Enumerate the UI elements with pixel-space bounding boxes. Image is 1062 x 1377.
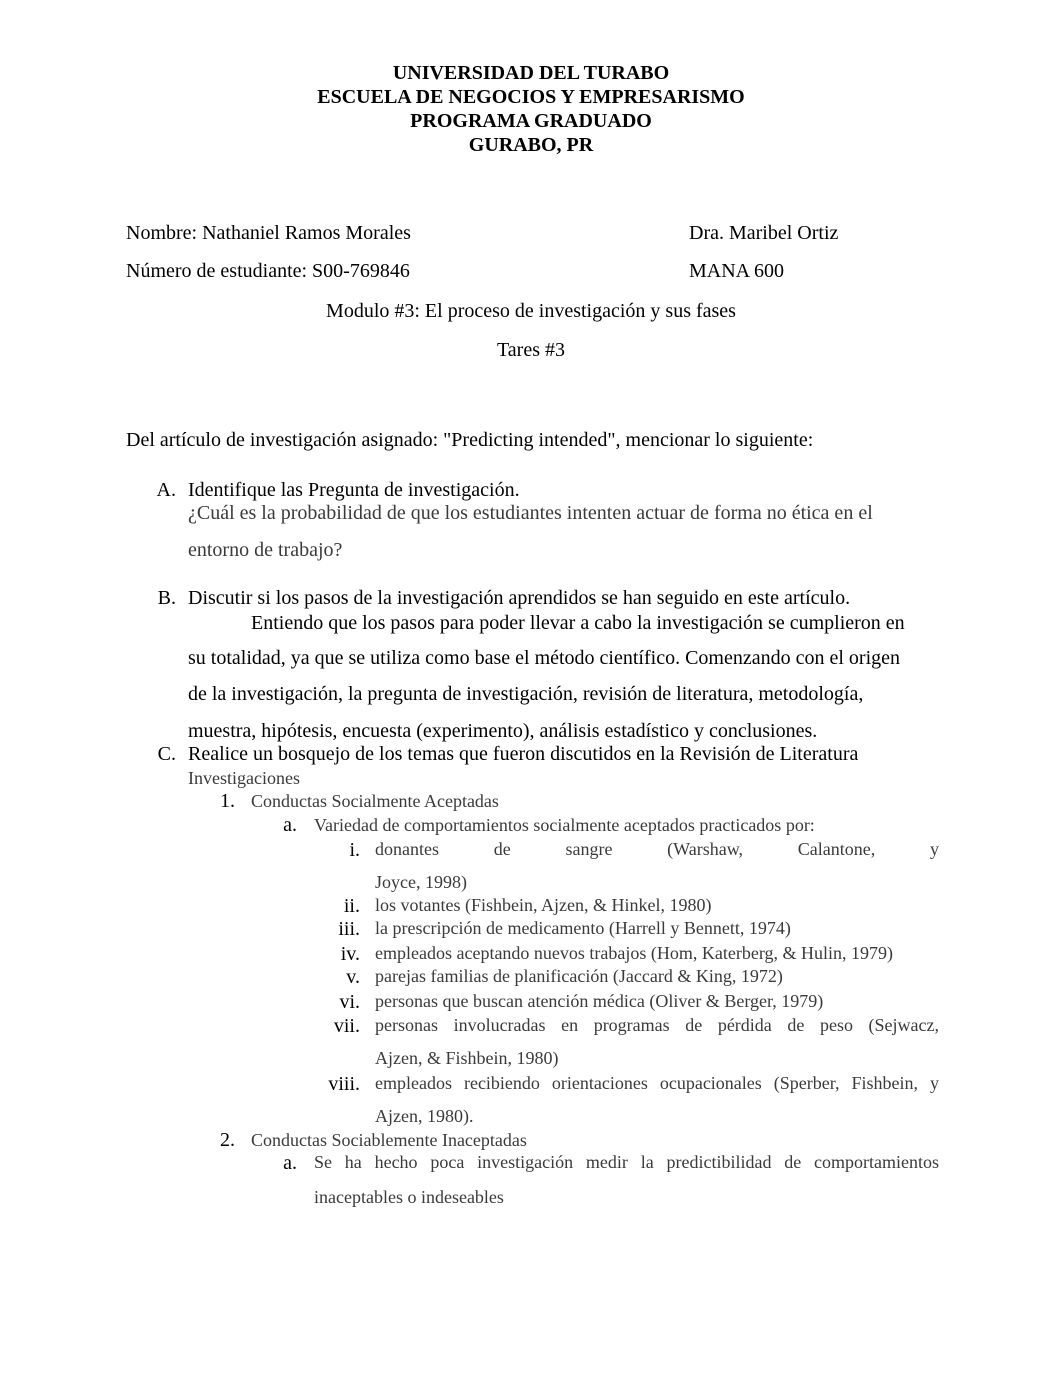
- roman-i-marker: i.: [349, 839, 360, 861]
- roman-iii-marker: iii.: [338, 918, 360, 940]
- student-name: Nombre: Nathaniel Ramos Morales: [126, 222, 411, 244]
- roman-vi-marker: vi.: [339, 991, 360, 1013]
- intro-text: Del artículo de investigación asignado: "Predicting intended", mencionar lo siguiente:: [126, 429, 814, 451]
- roman-vii-line1: personas involucradas en programas de pérdida de peso (Sejwacz,: [375, 1015, 939, 1035]
- roman-ii-marker: ii.: [343, 895, 360, 917]
- word: de: [493, 839, 511, 859]
- roman-i-line1: [375, 838, 939, 860]
- roman-iv-text: empleados aceptando nuevos trabajos (Hom, Katerberg, & Hulin, 1979): [375, 943, 894, 963]
- course-code: MANA 600: [689, 260, 785, 282]
- section-b-marker: B.: [157, 587, 176, 609]
- word: y: [929, 839, 939, 859]
- section-a-marker: A.: [156, 479, 176, 501]
- section-c-subtitle: Investigaciones: [188, 768, 300, 788]
- document-header: [0, 61, 1062, 157]
- section-b-line4: muestra, hipótesis, encuesta (experimento), análisis estadístico y conclusiones.: [188, 720, 818, 742]
- section-a-title: Identifique las Pregunta de investigación.: [188, 479, 520, 501]
- item-1-marker: 1.: [220, 790, 235, 812]
- roman-ii-text: los votantes (Fishbein, Ajzen, & Hinkel, 1980): [375, 895, 712, 915]
- student-number: Número de estudiante: S00-769846: [126, 260, 410, 282]
- item-1a-text: Variedad de comportamientos socialmente aceptados practicados por:: [314, 815, 815, 835]
- roman-vi-text: personas que buscan atención médica (Oliver & Berger, 1979): [375, 991, 824, 1011]
- item-1-label: Conductas Socialmente Aceptadas: [251, 791, 499, 811]
- word: sangre: [565, 839, 613, 859]
- roman-viii-line1: empleados recibiendo orientaciones ocupacionales (Sperber, Fishbein, y: [375, 1073, 939, 1093]
- section-b-line3: de la investigación, la pregunta de investigación, revisión de literatura, metodología,: [188, 683, 864, 705]
- word: (Warshaw,: [667, 839, 744, 859]
- professor-name: Dra. Maribel Ortiz: [689, 222, 839, 244]
- item-2a-line1: Se ha hecho poca investigación medir la predictibilidad de comportamientos: [314, 1152, 939, 1172]
- assignment-title: Tares #3: [496, 339, 566, 361]
- location: GURABO, PR: [468, 134, 594, 156]
- item-2a-marker: a.: [283, 1152, 297, 1174]
- roman-vii-line2: Ajzen, & Fishbein, 1980): [375, 1048, 559, 1068]
- section-b-line2: su totalidad, ya que se utiliza como base el método científico. Comenzando con el origen: [188, 647, 901, 669]
- roman-viii-marker: viii.: [328, 1073, 360, 1095]
- roman-v-marker: v.: [346, 966, 360, 988]
- item-2-label: Conductas Sociablemente Inaceptadas: [251, 1130, 527, 1150]
- roman-iii-text: la prescripción de medicamento (Harrell y Bennett, 1974): [375, 918, 791, 938]
- roman-i-line2: Joyce, 1998): [375, 872, 467, 892]
- item-2a-line2: inaceptables o indeseables: [314, 1187, 504, 1207]
- section-b-title: Discutir si los pasos de la investigación aprendidos se han seguido en este artículo.: [188, 587, 851, 609]
- word: Calantone,: [797, 839, 876, 859]
- roman-vii-marker: vii.: [333, 1015, 360, 1037]
- school-name: ESCUELA DE NEGOCIOS Y EMPRESARISMO: [317, 86, 745, 108]
- section-a-body-line2: entorno de trabajo?: [188, 539, 343, 561]
- roman-v-text: parejas familias de planificación (Jaccard & King, 1972): [375, 966, 783, 986]
- item-2-marker: 2.: [220, 1129, 235, 1151]
- program-name: PROGRAMA GRADUADO: [410, 110, 652, 132]
- university-name: UNIVERSIDAD DEL TURABO: [392, 62, 670, 84]
- section-b-line1: Entiendo que los pasos para poder llevar a cabo la investigación se cumplieron en: [251, 612, 905, 634]
- item-1a-marker: a.: [283, 814, 297, 836]
- roman-iv-marker: iv.: [340, 943, 360, 965]
- section-c-title: Realice un bosquejo de los temas que fueron discutidos en la Revisión de Literatura: [188, 743, 859, 765]
- section-c-marker: C.: [157, 743, 176, 765]
- section-a-body-line1: ¿Cuál es la probabilidad de que los estudiantes intenten actuar de forma no ética en el: [188, 502, 873, 524]
- word: donantes: [375, 839, 439, 859]
- roman-viii-line2: Ajzen, 1980).: [375, 1106, 474, 1126]
- module-title: Modulo #3: El proceso de investigación y sus fases: [326, 300, 736, 322]
